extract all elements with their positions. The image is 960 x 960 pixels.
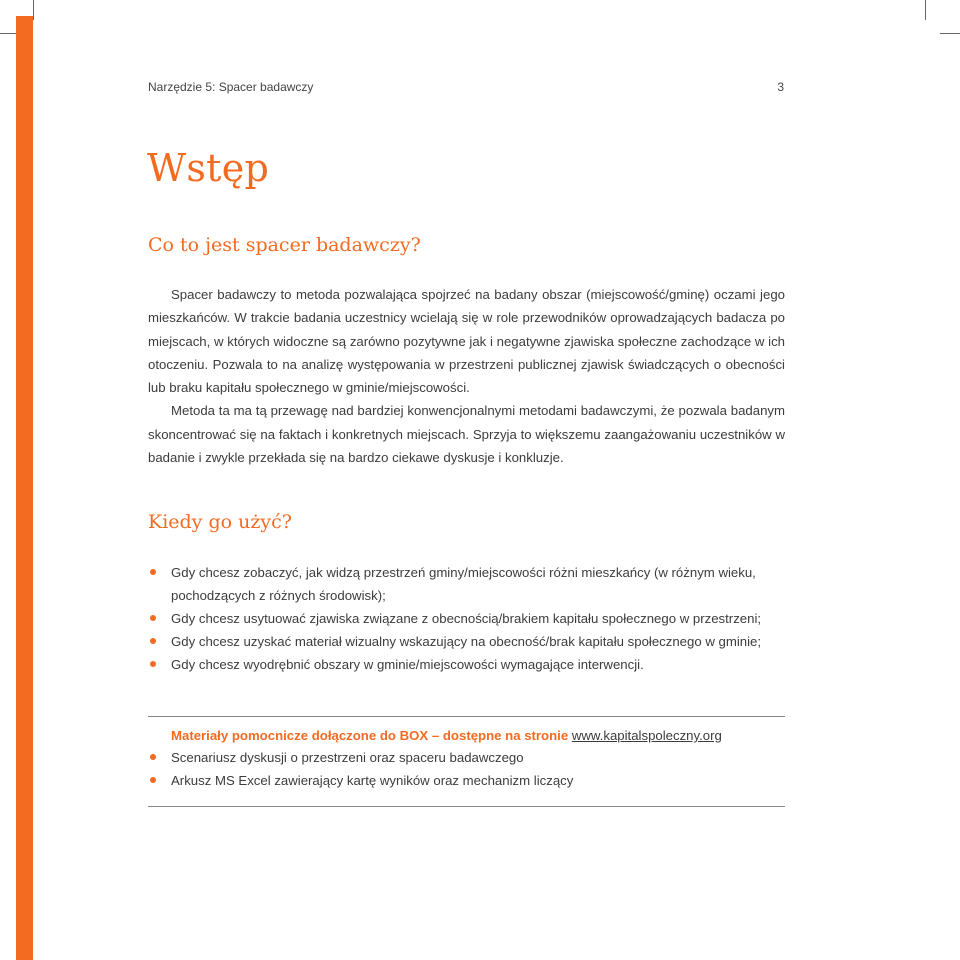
divider xyxy=(148,716,785,717)
website-link[interactable]: www.kapitalspoleczny.org xyxy=(571,728,722,743)
list-item-text: Gdy chcesz wyodrębnić obszary w gminie/miejscowości wymagające interwencji. xyxy=(171,657,644,672)
list-item xyxy=(148,607,808,630)
materials-heading xyxy=(171,724,722,747)
accent-side-bar xyxy=(16,16,33,960)
bullet-icon xyxy=(150,638,156,644)
bullet-icon xyxy=(150,754,156,760)
bullet-icon xyxy=(150,569,156,575)
list-item-text: Arkusz MS Excel zawierający kartę wyników oraz mechanizm liczący xyxy=(171,773,574,788)
list-item-text: Gdy chcesz uzyskać materiał wizualny wskazujący na obecność/brak kapitału społecznego w gminie; xyxy=(171,634,762,649)
list-item xyxy=(148,769,808,792)
list-item-text: Gdy chcesz zobaczyć, jak widzą przestrzeń gminy/miejscowości różni mieszkańcy (w różnym wieku, pochodzących z różnych środowisk); xyxy=(171,565,756,603)
bullet-icon xyxy=(150,661,156,667)
list-item xyxy=(148,653,808,676)
when-list xyxy=(148,561,808,676)
bullet-icon xyxy=(150,777,156,783)
materials-heading-text: Materiały pomocnicze dołączone do BOX – dostępne na stronie xyxy=(171,728,569,743)
intro-text xyxy=(148,283,785,469)
running-header xyxy=(148,80,784,94)
list-item-text: Scenariusz dyskusji o przestrzeni oraz spaceru badawczego xyxy=(171,750,524,765)
page-number: 3 xyxy=(777,80,784,94)
list-item-text: Gdy chcesz usytuować zjawiska związane z obecnością/brakiem kapitału społecznego w przestrzeni; xyxy=(171,611,762,626)
crop-mark xyxy=(925,0,926,20)
crop-mark xyxy=(940,33,960,34)
bullet-icon xyxy=(150,615,156,621)
divider xyxy=(148,806,785,807)
list-item xyxy=(148,561,808,607)
section-heading-what: Co to jest spacer badawczy? xyxy=(148,234,421,256)
running-title: Narzędzie 5: Spacer badawczy xyxy=(148,80,314,94)
paragraph: Metoda ta ma tą przewagę nad bardziej konwencjonalnymi metodami badawczymi, że pozwala badanym skoncentrować się na faktach i konkretnych miejscach. Sprzyja to większemu zaangażowaniu uczestników w badanie i zwykle przekłada się na bardzo ciekawe dyskusje i konkluzje. xyxy=(148,403,785,466)
paragraph: Spacer badawczy to metoda pozwalająca spojrzeć na badany obszar (miejscowość/gminę) oczami jego mieszkańców. W trakcie badania uczestnicy wcielają się w role przewodników oprowadzających badacza po miejscach, w których widoczne są zarówno pozytywne jak i negatywne zjawiska społeczne zachodzące w ich otoczeniu. Pozwala to na analizę występowania w przestrzeni publicznej zjawisk świadczących o obecności lub braku kapitału społecznego w gminie/miejscowości. xyxy=(148,287,785,396)
section-heading-when: Kiedy go użyć? xyxy=(148,511,292,533)
page-title: Wstęp xyxy=(147,146,270,190)
crop-mark xyxy=(33,0,34,20)
materials-list xyxy=(148,746,808,792)
list-item xyxy=(148,746,808,769)
list-item xyxy=(148,630,808,653)
